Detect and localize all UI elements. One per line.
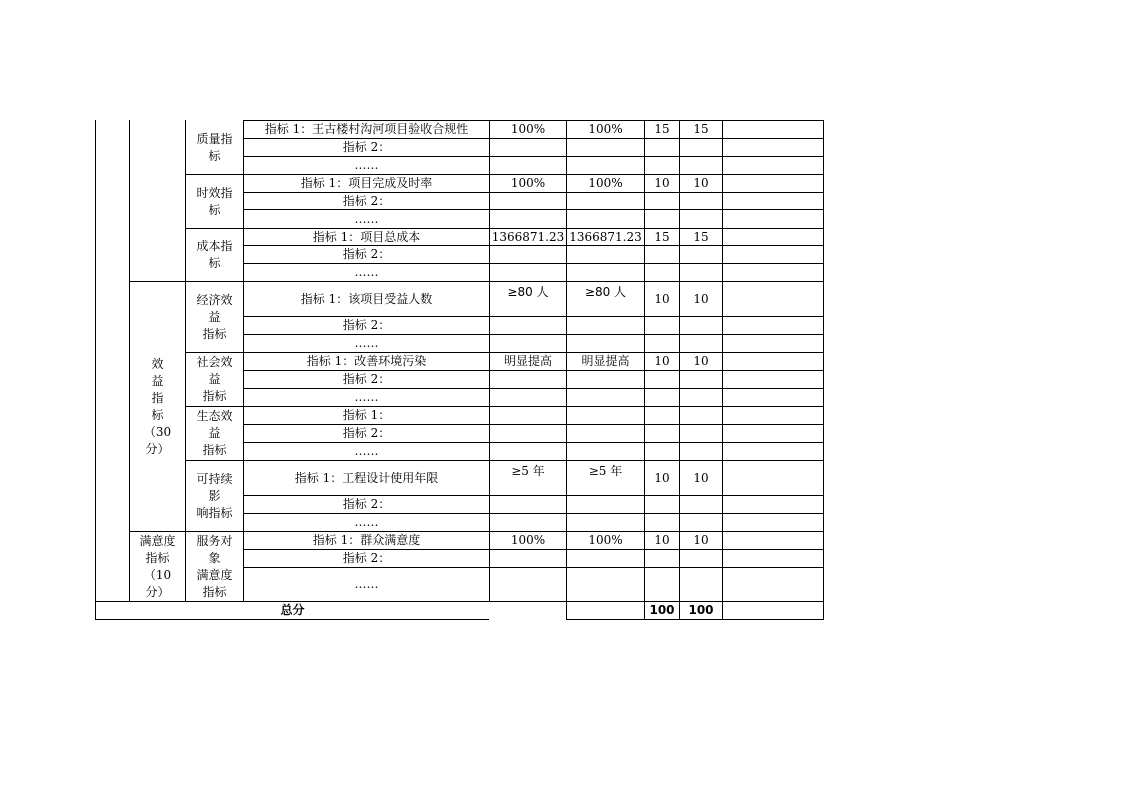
score-cell: 10 xyxy=(693,291,709,306)
indicator-cell: …… xyxy=(354,211,379,226)
indicator-cell: 指标 2： xyxy=(342,372,391,386)
table-rule xyxy=(95,619,489,620)
weight-cell: 10 xyxy=(654,291,670,306)
weight-cell: 15 xyxy=(654,122,670,136)
score-cell: 15 xyxy=(693,122,709,136)
subcategory-ecological: 生态效 益 指标 xyxy=(196,409,233,457)
target-value-cell: 100% xyxy=(510,176,546,190)
indicator-cell: 指标 2： xyxy=(342,497,391,511)
total-weight: 100 xyxy=(649,603,675,617)
target-value-cell: ≥80 人 xyxy=(507,285,549,299)
table-rule xyxy=(722,120,723,620)
total-score: 100 xyxy=(688,603,714,617)
actual-value-cell: 100% xyxy=(588,122,623,136)
indicator-cell: 指标 1： xyxy=(342,408,391,422)
category-cell-satisfaction: 满意度 指标 （10 分） xyxy=(139,533,176,599)
subcategory-cost: 成本指 标 xyxy=(196,239,233,270)
actual-value-cell: 明显提高 xyxy=(581,354,630,368)
indicator-cell: 指标 2： xyxy=(342,193,391,208)
weight-cell: 10 xyxy=(654,533,670,547)
indicator-cell: 指标 2： xyxy=(342,247,391,261)
indicator-cell: 指标 2： xyxy=(342,318,391,332)
actual-value-cell: 100% xyxy=(588,533,623,547)
actual-value-cell: 1366871.23 xyxy=(569,229,642,244)
subcategory-sustainability: 可持续 影 响指标 xyxy=(196,471,233,520)
indicator-cell: …… xyxy=(354,515,379,529)
weight-cell: 10 xyxy=(654,354,670,368)
score-cell: 10 xyxy=(693,354,709,368)
score-cell: 15 xyxy=(693,229,709,244)
table-rule xyxy=(823,120,824,620)
actual-value-cell: ≥5 年 xyxy=(588,464,623,478)
score-cell: 10 xyxy=(693,533,709,547)
indicator-cell: 指标 1：该项目受益人数 xyxy=(300,291,433,306)
table-rule xyxy=(566,619,823,620)
target-value-cell: 1366871.23 xyxy=(491,229,565,244)
subcategory-service-satisfaction: 服务对 象 满意度 指标 xyxy=(196,533,233,599)
indicator-cell: 指标 1：项目完成及时率 xyxy=(300,176,433,190)
indicator-cell: …… xyxy=(354,577,379,591)
actual-value-cell: 100% xyxy=(588,176,623,190)
actual-value-cell: ≥80 人 xyxy=(584,285,627,299)
subcategory-quality: 质量指 标 xyxy=(196,131,233,163)
indicator-cell: 指标 2： xyxy=(342,551,391,565)
total-label: 总分 xyxy=(280,603,305,617)
indicator-cell: 指标 1：工程设计使用年限 xyxy=(294,470,439,485)
category-cell-benefit: 效 益 指 标 （30 分） xyxy=(143,356,172,456)
target-value-cell: ≥5 年 xyxy=(511,464,545,478)
indicator-cell: 指标 1：改善环境污染 xyxy=(306,354,427,368)
indicator-cell: …… xyxy=(354,390,379,404)
score-cell: 10 xyxy=(693,176,709,190)
subcategory-social: 社会效 益 指标 xyxy=(196,355,233,403)
subcategory-economic: 经济效 益 指标 xyxy=(196,292,233,341)
indicator-cell: 指标 1：群众满意度 xyxy=(312,533,421,547)
target-value-cell: 100% xyxy=(510,533,546,547)
subcategory-timeliness: 时效指 标 xyxy=(196,185,233,217)
indicator-cell: 指标 1：项目总成本 xyxy=(312,229,421,244)
indicator-cell: 指标 2： xyxy=(342,426,391,440)
target-value-cell: 100% xyxy=(510,122,546,136)
score-cell: 10 xyxy=(693,470,709,485)
table-rule xyxy=(95,120,96,620)
indicator-cell: …… xyxy=(354,336,379,350)
target-value-cell: 明显提高 xyxy=(503,354,552,368)
indicator-cell: 指标 2： xyxy=(342,140,391,154)
indicator-cell: …… xyxy=(354,265,379,279)
indicator-cell: …… xyxy=(354,158,379,172)
weight-cell: 10 xyxy=(654,176,670,190)
indicator-cell: …… xyxy=(354,444,379,458)
weight-cell: 10 xyxy=(654,470,670,485)
indicator-cell: 指标 1：王古楼村沟河项目验收合规性 xyxy=(264,122,469,136)
weight-cell: 15 xyxy=(654,229,670,244)
